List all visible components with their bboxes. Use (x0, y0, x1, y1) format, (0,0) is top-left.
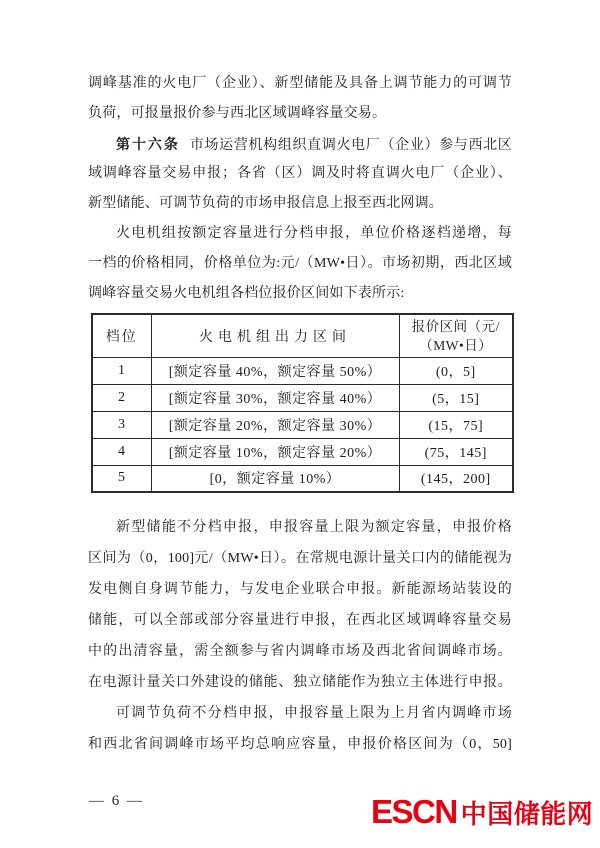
clause-first-line-text: 市场运营机构组织直调火电厂（企业）参与西北区 (189, 138, 512, 153)
document-line: 储能，可以全部或部分容量进行申报，在西北区域调峰容量交易 (88, 613, 512, 628)
clause-16-paragraph (88, 129, 512, 219)
document-body-upper (88, 69, 512, 309)
document-line: 新型储能、可调节负荷的市场申报信息上报至西北网调。 (88, 196, 443, 211)
document-body-lower (88, 512, 512, 760)
logo-latin-text: ESCN (371, 793, 457, 830)
page-number: — 6 — (89, 793, 144, 809)
document-line: 新型储能不分档申报，申报容量上限为额定容量，申报价格 (116, 520, 512, 535)
paragraph-new-storage (88, 512, 512, 698)
table-row (92, 465, 513, 492)
cell-output-range: [0，额定容量 10%） (151, 465, 399, 492)
cell-price-range: (145，200] (399, 465, 513, 492)
table-header-row (92, 314, 513, 357)
cell-output-range: [额定容量 40%，额定容量 50%） (151, 357, 399, 384)
cell-price-range: (15，75] (399, 411, 513, 438)
logo-chinese-text: 中国储能网 (460, 799, 594, 829)
document-line: 和西北省间调峰市场平均总响应容量，申报价格区间为（0，50] (88, 737, 512, 752)
document-line: 可调节负荷不分档申报，申报容量上限为上月省内调峰市场 (116, 706, 512, 721)
paragraph-continuation (88, 69, 512, 129)
escn-logo (371, 795, 593, 831)
document-line: 区间为（0，100]元/（MW•日）。在常规电源计量关口内的储能视为 (88, 551, 512, 566)
header-output-range: 火电机组出力区间 (151, 314, 399, 357)
header-tier: 档位 (92, 314, 151, 357)
table-row (92, 411, 513, 438)
document-line: 调峰基准的火电厂（企业）、新型储能及具备上调节能力的可调节 (88, 76, 512, 91)
document-line: 一档的价格相同，价格单位为:元/（MW•日）。市场初期，西北区域 (88, 256, 512, 271)
paragraph-adjustable-load (88, 698, 512, 760)
cell-output-range: [额定容量 10%，额定容量 20%） (151, 438, 399, 465)
price-tier-table (91, 313, 514, 493)
document-line: 域调峰容量交易申报；各省（区）调及时将直调火电厂（企业）、 (88, 166, 512, 181)
cell-tier: 5 (92, 465, 151, 492)
cell-tier: 1 (92, 357, 151, 384)
cell-price-range: (5，15] (399, 384, 513, 411)
document-line: 中的出清容量，需全额参与省内调峰市场及西北省间调峰市场。 (88, 644, 512, 659)
document-line: 在电源计量关口外建设的储能、独立储能作为独立主体进行申报。 (88, 675, 512, 690)
cell-price-range: (0，5] (399, 357, 513, 384)
table-row (92, 384, 513, 411)
document-line: 发电侧自身调节能力，与发电企业联合申报。新能源场站装设的 (88, 582, 512, 597)
table-row (92, 357, 513, 384)
cell-tier: 3 (92, 411, 151, 438)
table-row (92, 438, 513, 465)
document-line: 负荷，可报量报价参与西北区域调峰容量交易。 (88, 106, 387, 121)
cell-tier: 4 (92, 438, 151, 465)
header-price-line1: 报价区间（元/ (411, 318, 500, 334)
cell-tier: 2 (92, 384, 151, 411)
paragraph-thermal-units (88, 219, 512, 309)
clause-16-first-line (88, 129, 512, 159)
header-price-line2: （MW•日） (419, 337, 493, 353)
cell-output-range: [额定容量 30%，额定容量 40%） (151, 384, 399, 411)
cell-price-range: (75，145] (399, 438, 513, 465)
cell-output-range: [额定容量 20%，额定容量 30%） (151, 411, 399, 438)
clause-label: 第十六条 (116, 136, 180, 152)
document-line: 火电机组按额定容量进行分档申报，单位价格逐档递增，每 (116, 226, 512, 241)
header-price-range (399, 314, 513, 357)
document-line: 调峰容量交易火电机组各档位报价区间如下表所示: (88, 286, 405, 301)
